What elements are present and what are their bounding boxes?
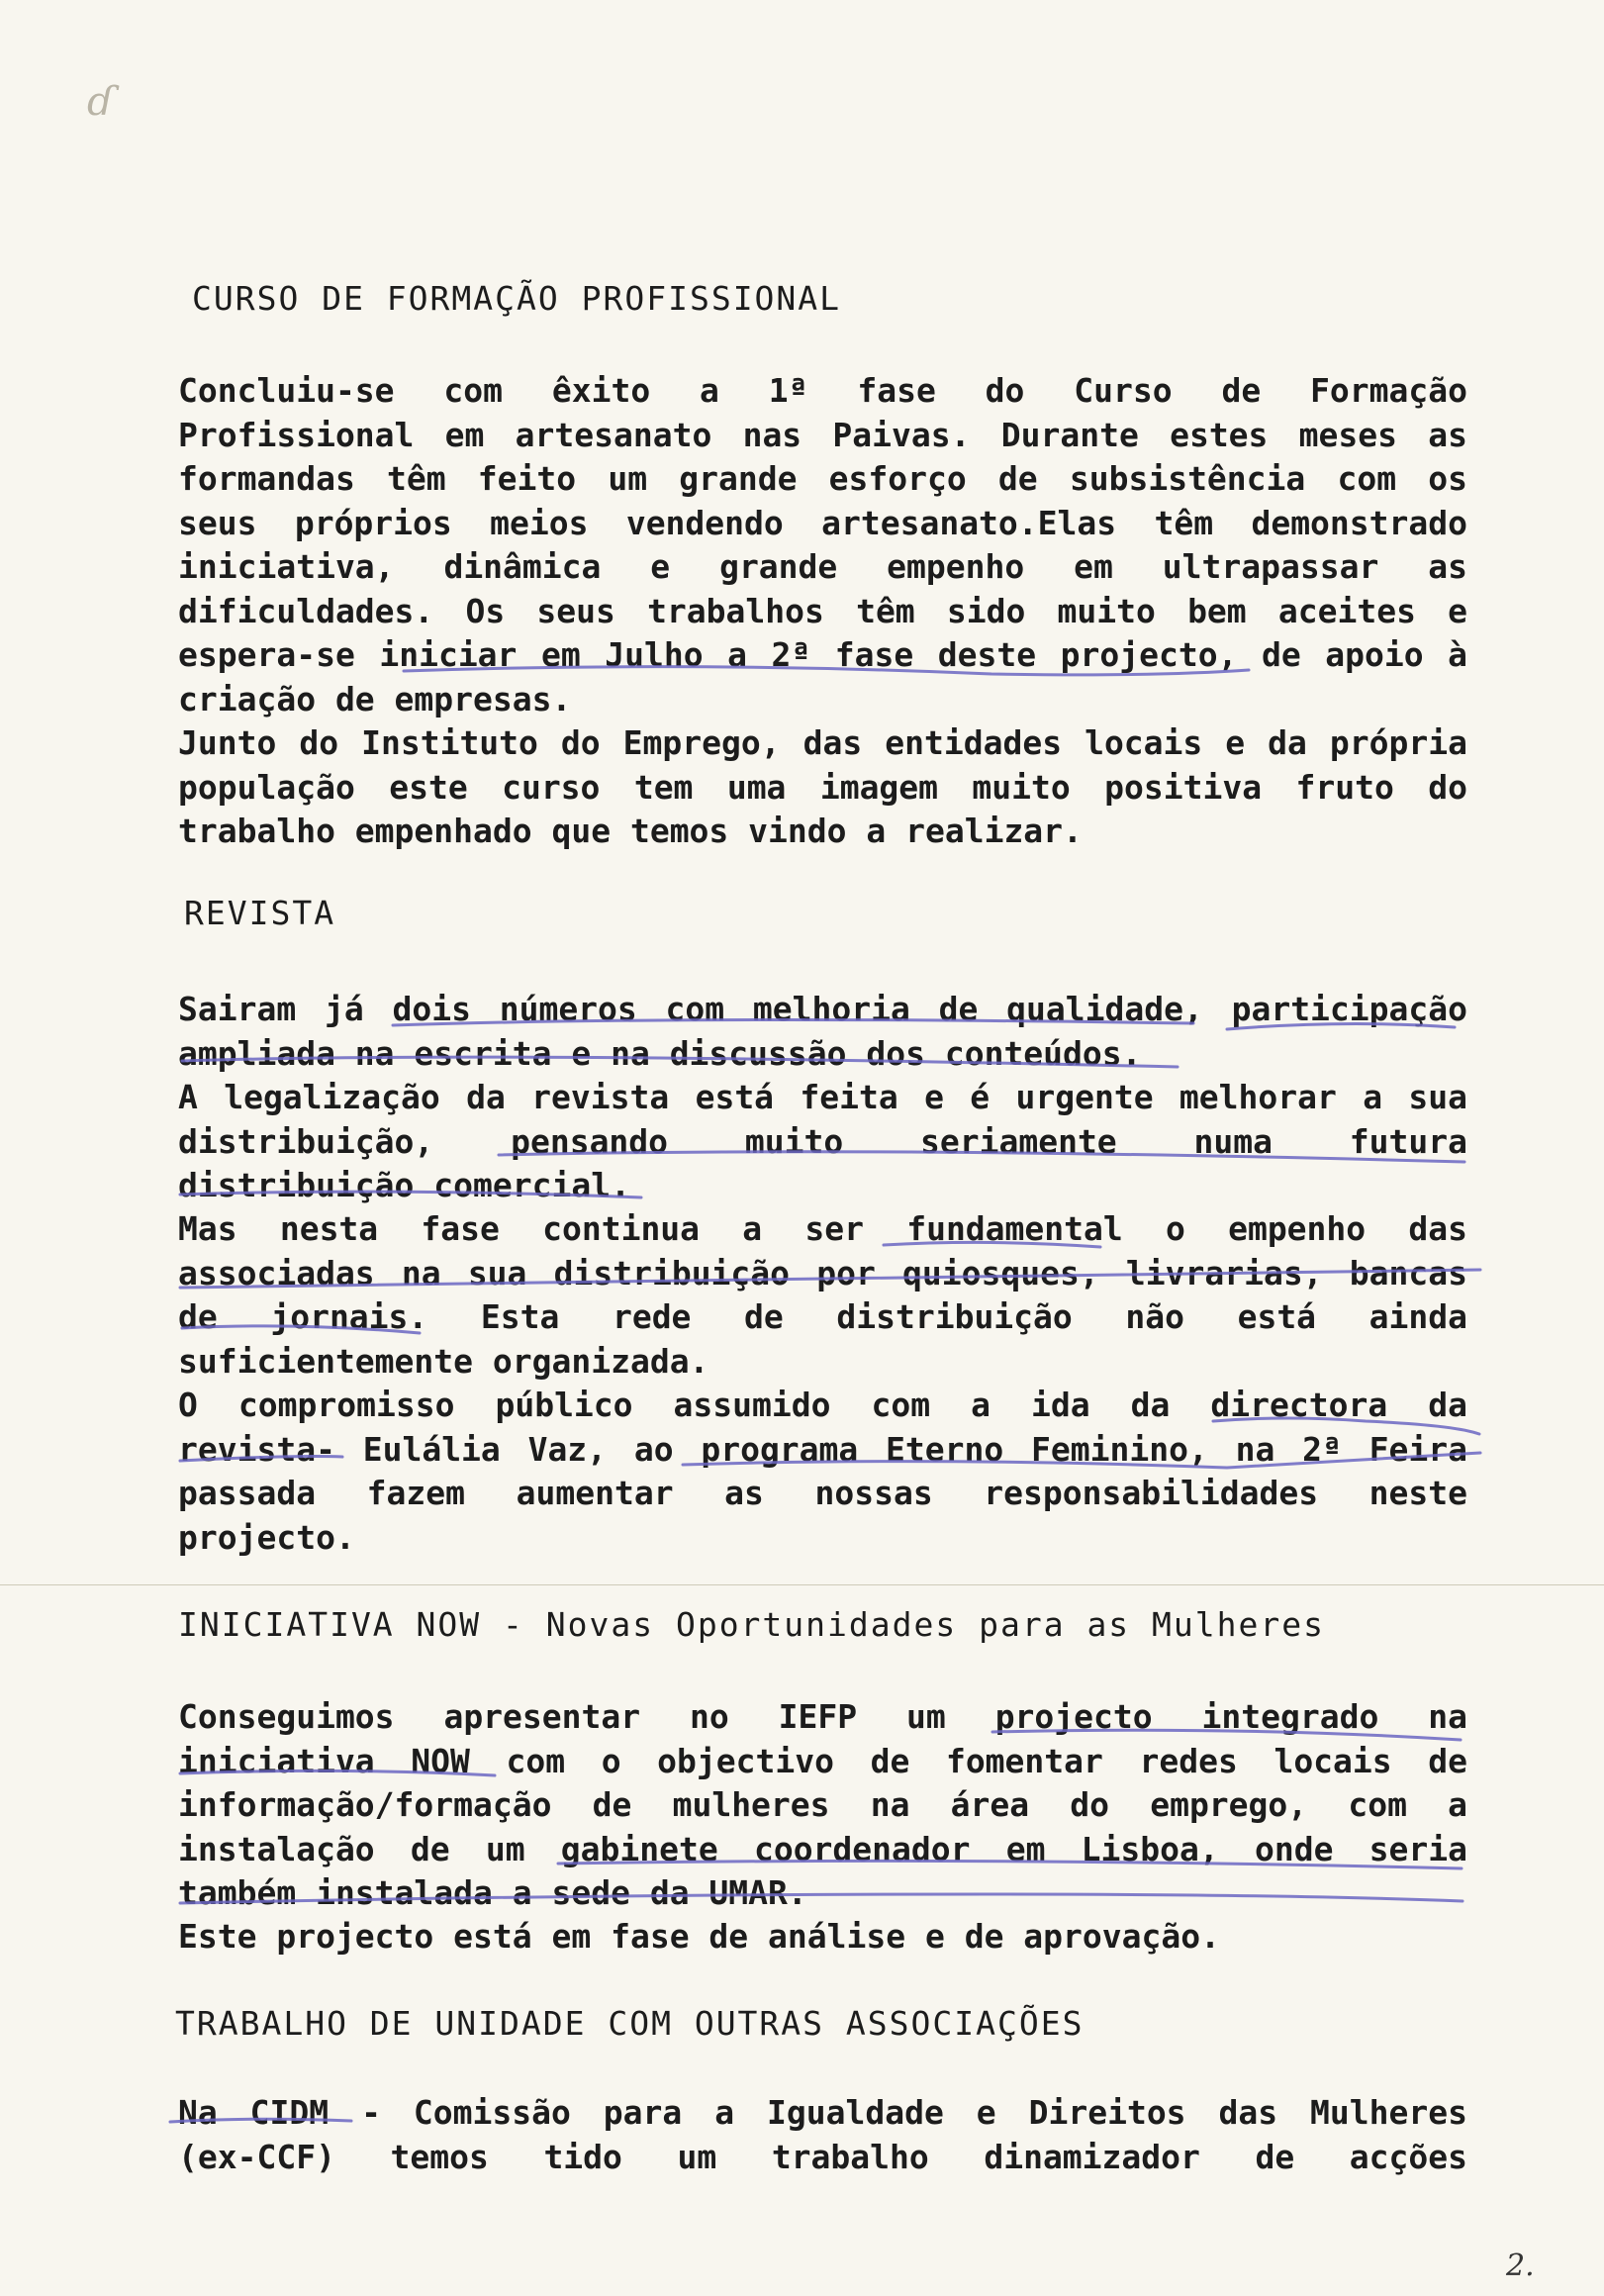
text-line: associadas na sua distribuição por quiosques, livrarias, bancas [178,1253,1467,1292]
corner-pencil-mark: ɗ [87,79,115,125]
text-line: Mas nesta fase continua a ser fundamental o empenho das [178,1209,1467,1248]
text-line: espera-se iniciar em Julho a 2ª fase deste projecto, de apoio à [178,635,1467,674]
text-line: também instalada a sede da UMAR. [178,1873,807,1912]
text-line: população este curso tem uma imagem muito positiva fruto do [178,767,1467,807]
text-line: dificuldades. Os seus trabalhos têm sido muito bem aceites e [178,591,1467,630]
text-line: Concluiu-se com êxito a 1ª fase do Curso de Formação [178,371,1467,410]
text-line: A legalização da revista está feita e é urgente melhorar a sua [178,1078,1467,1116]
text-line: Sairam já dois números com melhoria de qualidade, participação [178,990,1467,1028]
text-line: O compromisso público assumido com a ida da directora da [178,1386,1467,1424]
text-line: de jornais. Esta rede de distribuição não está ainda [178,1297,1467,1336]
text-line: instalação de um gabinete coordenador em Lisboa, onde seria [178,1829,1467,1868]
paragraph-revista-2 [178,1076,1467,1208]
heading-curso: CURSO DE FORMAÇÃO PROFISSIONAL [192,279,842,318]
text-line: seus próprios meios vendendo artesanato.Elas têm demonstrado [178,503,1467,542]
paragraph-now-2 [178,1915,1467,1960]
text-line: formandas têm feito um grande esforço de subsistência com os [178,459,1467,498]
heading-revista: REVISTA [184,894,336,932]
text-line: informação/formação de mulheres na área do emprego, com a [178,1785,1467,1824]
text-line: trabalho empenhado que temos vindo a realizar. [178,812,1083,850]
paragraph-revista-1 [178,988,1467,1076]
paragraph-revista-4 [178,1384,1467,1560]
text-line: distribuição comercial. [178,1166,630,1204]
text-line: ampliada na escrita e na discussão dos conteúdos. [178,1033,1142,1073]
paragraph-revista-3 [178,1207,1467,1384]
page-fold-line [0,1584,1604,1585]
heading-now: INICIATIVA NOW - Novas Oportunidades para as Mulheres [178,1605,1325,1644]
page-number: 2. [1506,2248,1535,2283]
text-line: Na CIDM - Comissão para a Igualdade e Direitos das Mulheres [178,2093,1467,2132]
text-line: Profissional em artesanato nas Paivas. Durante estes meses as [178,415,1467,454]
heading-unidade: TRABALHO DE UNIDADE COM OUTRAS ASSOCIAÇÕES [175,2004,1085,2043]
text-line: criação de empresas. [178,679,572,718]
paragraph-now-1 [178,1695,1467,1916]
text-line: Este projecto está em fase de análise e de aprovação. [178,1917,1220,1956]
text-line: suficientemente organizada. [178,1341,709,1381]
text-line: iniciativa, dinâmica e grande empenho em ultrapassar as [178,547,1467,586]
paragraph-curso-2 [178,721,1467,854]
text-line: revista- Eulália Vaz, ao programa Eterno Feminino, na 2ª Feira [178,1429,1467,1469]
text-line: distribuição, pensando muito seriamente numa futura [178,1121,1467,1161]
text-line: (ex-CCF) temos tido um trabalho dinamizador de acções [178,2137,1467,2176]
text-line: iniciativa NOW com o objectivo de fomentar redes locais de [178,1741,1467,1780]
text-line: projecto. [178,1517,355,1557]
text-line: passada fazem aumentar as nossas responsabilidades neste [178,1474,1467,1512]
text-line: Conseguimos apresentar no IEFP um projecto integrado na [178,1697,1467,1736]
text-line: Junto do Instituto do Emprego, das entidades locais e da própria [178,723,1467,762]
paragraph-unidade-1 [178,2091,1467,2179]
paragraph-curso-1 [178,369,1467,721]
